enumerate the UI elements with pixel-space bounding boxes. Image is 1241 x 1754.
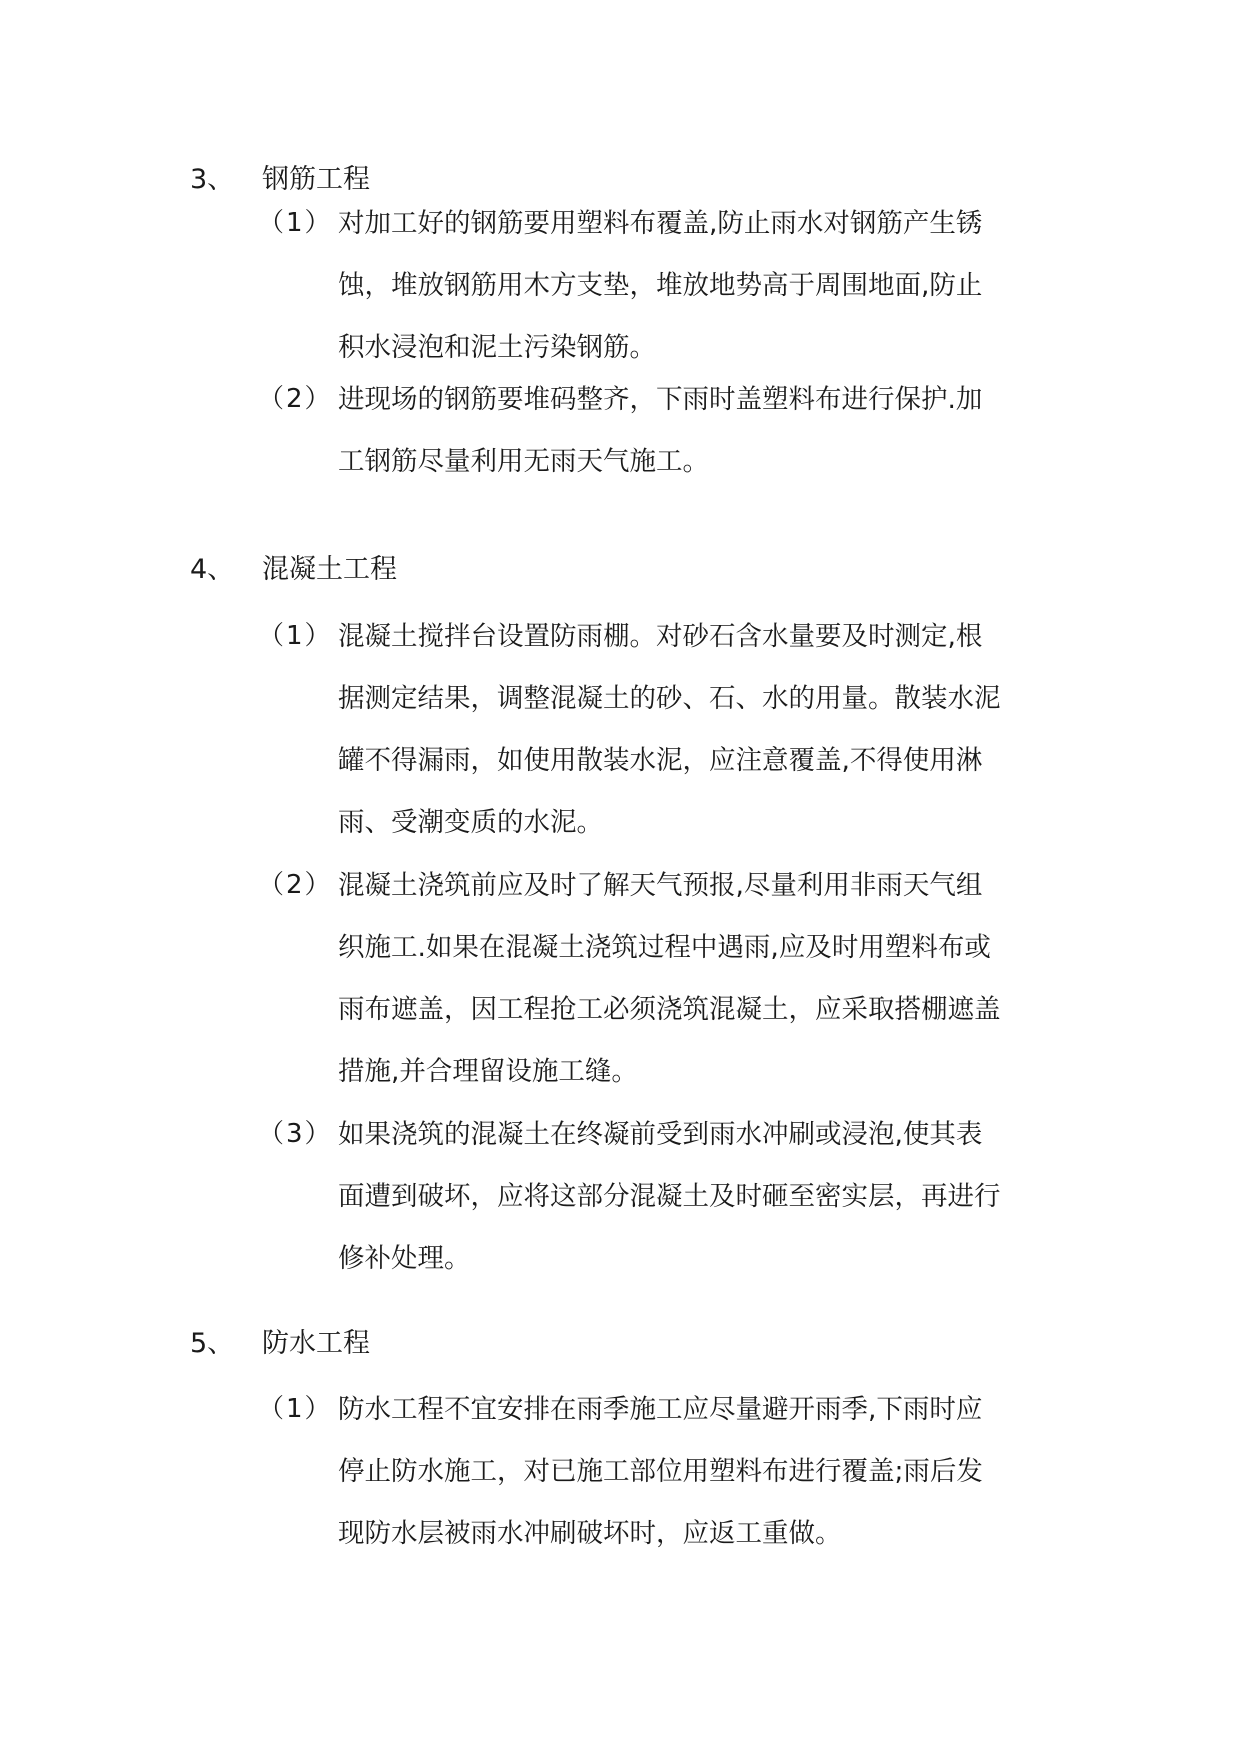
- section-title: 钢筋工程: [262, 164, 370, 195]
- section-title: 防水工程: [262, 1328, 370, 1359]
- item-text-line: 罐不得漏雨，如使用散装水泥，应注意覆盖,不得使用淋: [338, 745, 983, 776]
- item-text-line: 对加工好的钢筋要用塑料布覆盖,防止雨水对钢筋产生锈: [338, 208, 983, 239]
- item-text-line: 措施,并合理留设施工缝。: [338, 1056, 638, 1087]
- section-heading: [190, 1314, 370, 1374]
- section-heading: [190, 540, 397, 600]
- item-text-line: 蚀，堆放钢筋用木方支垫，堆放地势高于周围地面,防止: [338, 270, 983, 301]
- section-title: 混凝土工程: [262, 554, 397, 585]
- section-number: 3、: [190, 164, 235, 195]
- item-text-line: 积水浸泡和泥土污染钢筋。: [338, 332, 656, 363]
- item-text-line: 如果浇筑的混凝土在终凝前受到雨水冲刷或浸泡,使其表: [338, 1119, 983, 1150]
- item-text-line: 据测定结果，调整混凝土的砂、石、水的用量。散装水泥: [338, 683, 1001, 714]
- item-text-line: 织施工.如果在混凝土浇筑过程中遇雨,应及时用塑料布或: [338, 932, 991, 963]
- item-number: （2）: [258, 870, 333, 900]
- item-number: （3）: [258, 1119, 333, 1149]
- section-number: 4、: [190, 554, 235, 585]
- item-number: （2）: [258, 384, 333, 414]
- item-text-line: 进现场的钢筋要堆码整齐，下雨时盖塑料布进行保护.加: [338, 384, 983, 415]
- item-text-line: 工钢筋尽量利用无雨天气施工。: [338, 446, 709, 477]
- section-number: 5、: [190, 1328, 235, 1359]
- item-text-line: 停止防水施工，对已施工部位用塑料布进行覆盖;雨后发: [338, 1456, 983, 1487]
- item-number: （1）: [258, 1394, 333, 1424]
- item-text-line: 混凝土浇筑前应及时了解天气预报,尽量利用非雨天气组: [338, 870, 983, 901]
- item-text-line: 雨、受潮变质的水泥。: [338, 807, 603, 838]
- item-text-line: 面遭到破坏，应将这部分混凝土及时砸至密实层，再进行: [338, 1181, 1001, 1212]
- item-text-line: 修补处理。: [338, 1243, 471, 1274]
- item-text-line: 雨布遮盖，因工程抢工必须浇筑混凝土，应采取搭棚遮盖: [338, 994, 1001, 1025]
- item-number: （1）: [258, 208, 333, 238]
- item-number: （1）: [258, 621, 333, 651]
- item-text-line: 混凝土搅拌台设置防雨棚。对砂石含水量要及时测定,根: [338, 621, 983, 652]
- item-text-line: 防水工程不宜安排在雨季施工应尽量避开雨季,下雨时应: [338, 1394, 983, 1425]
- item-text-line: 现防水层被雨水冲刷破坏时，应返工重做。: [338, 1518, 842, 1549]
